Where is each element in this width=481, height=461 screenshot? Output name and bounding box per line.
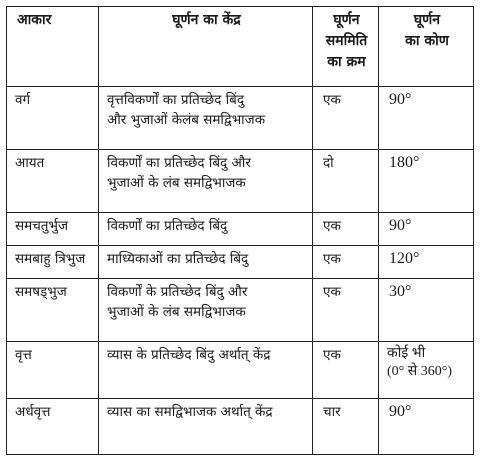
- angle-cell: 30°: [379, 279, 474, 342]
- rotation-symmetry-table: [6, 6, 474, 455]
- header-row: [7, 7, 474, 87]
- table-row: [7, 150, 474, 213]
- table-row: [7, 87, 474, 150]
- shape-cell: समचतुर्भुज: [7, 213, 99, 246]
- header-rotation-angle: घूर्णन का कोण: [379, 7, 474, 87]
- center-cell: व्यास का समद्विभाजक अर्थात् केंद्र: [99, 399, 313, 455]
- angle-cell: 90°: [379, 87, 474, 150]
- order-cell: एक: [313, 213, 379, 246]
- center-cell: विकर्णों का प्रतिच्छेद बिंदु: [99, 213, 313, 246]
- order-cell: चार: [313, 399, 379, 455]
- table-row: [7, 279, 474, 342]
- order-cell: एक: [313, 279, 379, 342]
- order-cell: एक: [313, 87, 379, 150]
- table-row: [7, 246, 474, 279]
- angle-cell: 180°: [379, 150, 474, 213]
- header-symmetry-order: घूर्णन सममिति का क्रम: [313, 7, 379, 87]
- table-row: [7, 342, 474, 399]
- rotation-symmetry-table-wrapper: [6, 6, 473, 454]
- table-row: [7, 213, 474, 246]
- center-cell: माध्यिकाओं का प्रतिच्छेद बिंदु: [99, 246, 313, 279]
- shape-cell: समषड्भुज: [7, 279, 99, 342]
- order-cell: दो: [313, 150, 379, 213]
- center-cell: व्यास के प्रतिच्छेद बिंदु अर्थात् केंद्र: [99, 342, 313, 399]
- center-cell: विकर्णों के प्रतिच्छेद बिंदु और भुजाओं के लंब समद्विभाजक: [99, 279, 313, 342]
- shape-cell: समबाहु त्रिभुज: [7, 246, 99, 279]
- angle-cell: 90°: [379, 399, 474, 455]
- order-cell: एक: [313, 246, 379, 279]
- order-cell: एक: [313, 342, 379, 399]
- center-cell: विकर्णों का प्रतिच्छेद बिंदु और भुजाओं के लंब समद्विभाजक: [99, 150, 313, 213]
- shape-cell: आयत: [7, 150, 99, 213]
- table-row: [7, 399, 474, 455]
- angle-cell: 90°: [379, 213, 474, 246]
- angle-cell: 120°: [379, 246, 474, 279]
- angle-cell: कोई भी (0° से 360°): [379, 342, 474, 399]
- shape-cell: वर्ग: [7, 87, 99, 150]
- header-rotation-center: घूर्णन का केंद्र: [99, 7, 313, 87]
- center-cell: वृत्तविकर्णों का प्रतिच्छेद बिंदु और भुजाओं केलंब समद्विभाजक: [99, 87, 313, 150]
- shape-cell: वृत्त: [7, 342, 99, 399]
- header-shape: आकार: [7, 7, 99, 87]
- shape-cell: अर्धवृत्त: [7, 399, 99, 455]
